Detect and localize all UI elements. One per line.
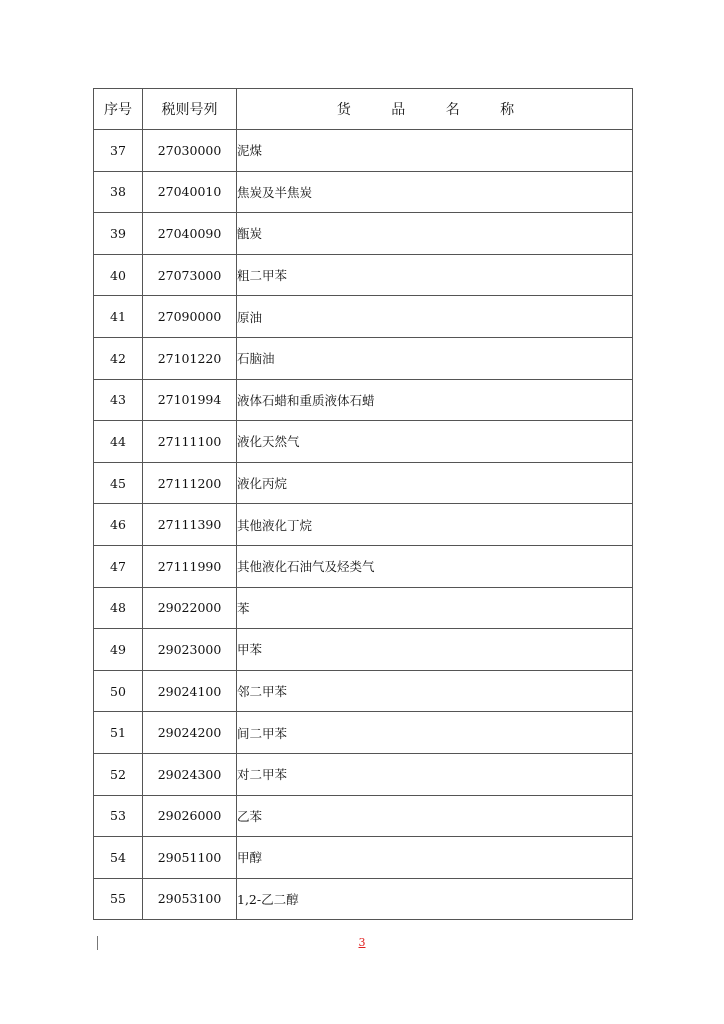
table-row (94, 587, 633, 629)
cell-goods-name: 粗二甲苯 (237, 254, 633, 296)
cell-serial-number: 44 (94, 421, 143, 463)
cell-goods-name: 其他液化丁烷 (237, 504, 633, 546)
table-header-row (94, 89, 633, 130)
table-row (94, 629, 633, 671)
footer-margin-mark (97, 936, 98, 950)
table-row (94, 545, 633, 587)
cell-goods-name: 甲苯 (237, 629, 633, 671)
cell-tariff-code: 29024300 (143, 753, 237, 795)
cell-goods-name: 泥煤 (237, 130, 633, 172)
cell-serial-number: 46 (94, 504, 143, 546)
cell-goods-name: 邻二甲苯 (237, 670, 633, 712)
table-row (94, 254, 633, 296)
cell-serial-number: 54 (94, 837, 143, 879)
cell-tariff-code: 27030000 (143, 130, 237, 172)
cell-tariff-code: 27111100 (143, 421, 237, 463)
cell-goods-name: 对二甲苯 (237, 753, 633, 795)
table-body (94, 130, 633, 920)
cell-tariff-code: 27101994 (143, 379, 237, 421)
cell-serial-number: 42 (94, 337, 143, 379)
cell-serial-number: 55 (94, 878, 143, 920)
cell-goods-name: 液体石蜡和重质液体石蜡 (237, 379, 633, 421)
cell-tariff-code: 29022000 (143, 587, 237, 629)
cell-tariff-code: 27040090 (143, 213, 237, 255)
table-row (94, 130, 633, 172)
table-row (94, 379, 633, 421)
cell-goods-name: 1,2-乙二醇 (237, 878, 633, 920)
cell-goods-name: 甑炭 (237, 213, 633, 255)
cell-serial-number: 50 (94, 670, 143, 712)
cell-goods-name: 石脑油 (237, 337, 633, 379)
cell-serial-number: 38 (94, 171, 143, 213)
cell-goods-name: 乙苯 (237, 795, 633, 837)
table-row (94, 795, 633, 837)
cell-goods-name: 其他液化石油气及烃类气 (237, 545, 633, 587)
cell-goods-name: 间二甲苯 (237, 712, 633, 754)
cell-tariff-code: 27111990 (143, 545, 237, 587)
goods-table (93, 88, 633, 920)
cell-tariff-code: 29024200 (143, 712, 237, 754)
cell-goods-name: 苯 (237, 587, 633, 629)
cell-serial-number: 37 (94, 130, 143, 172)
header-tariff-code: 税则号列 (143, 89, 237, 130)
cell-tariff-code: 29024100 (143, 670, 237, 712)
header-serial-number: 序号 (94, 89, 143, 130)
table-row (94, 504, 633, 546)
table-row (94, 712, 633, 754)
table-row (94, 670, 633, 712)
table-row (94, 171, 633, 213)
cell-serial-number: 47 (94, 545, 143, 587)
cell-serial-number: 43 (94, 379, 143, 421)
cell-serial-number: 51 (94, 712, 143, 754)
cell-tariff-code: 27040010 (143, 171, 237, 213)
cell-serial-number: 49 (94, 629, 143, 671)
table-row (94, 296, 633, 338)
cell-goods-name: 原油 (237, 296, 633, 338)
table-row (94, 421, 633, 463)
table-row (94, 462, 633, 504)
cell-tariff-code: 27111390 (143, 504, 237, 546)
cell-tariff-code: 29053100 (143, 878, 237, 920)
header-goods-name: 货 品 名 称 (237, 89, 633, 130)
page-number: 3 (358, 936, 366, 949)
cell-tariff-code: 29026000 (143, 795, 237, 837)
cell-tariff-code: 29023000 (143, 629, 237, 671)
table-row (94, 213, 633, 255)
cell-serial-number: 53 (94, 795, 143, 837)
cell-serial-number: 39 (94, 213, 143, 255)
table-row (94, 753, 633, 795)
cell-tariff-code: 27073000 (143, 254, 237, 296)
cell-serial-number: 52 (94, 753, 143, 795)
cell-goods-name: 甲醇 (237, 837, 633, 879)
cell-tariff-code: 27111200 (143, 462, 237, 504)
table-row (94, 878, 633, 920)
cell-goods-name: 焦炭及半焦炭 (237, 171, 633, 213)
cell-serial-number: 41 (94, 296, 143, 338)
table-row (94, 337, 633, 379)
cell-tariff-code: 27101220 (143, 337, 237, 379)
cell-serial-number: 40 (94, 254, 143, 296)
table-row (94, 837, 633, 879)
cell-serial-number: 48 (94, 587, 143, 629)
cell-tariff-code: 27090000 (143, 296, 237, 338)
cell-goods-name: 液化丙烷 (237, 462, 633, 504)
cell-goods-name: 液化天然气 (237, 421, 633, 463)
cell-serial-number: 45 (94, 462, 143, 504)
cell-tariff-code: 29051100 (143, 837, 237, 879)
